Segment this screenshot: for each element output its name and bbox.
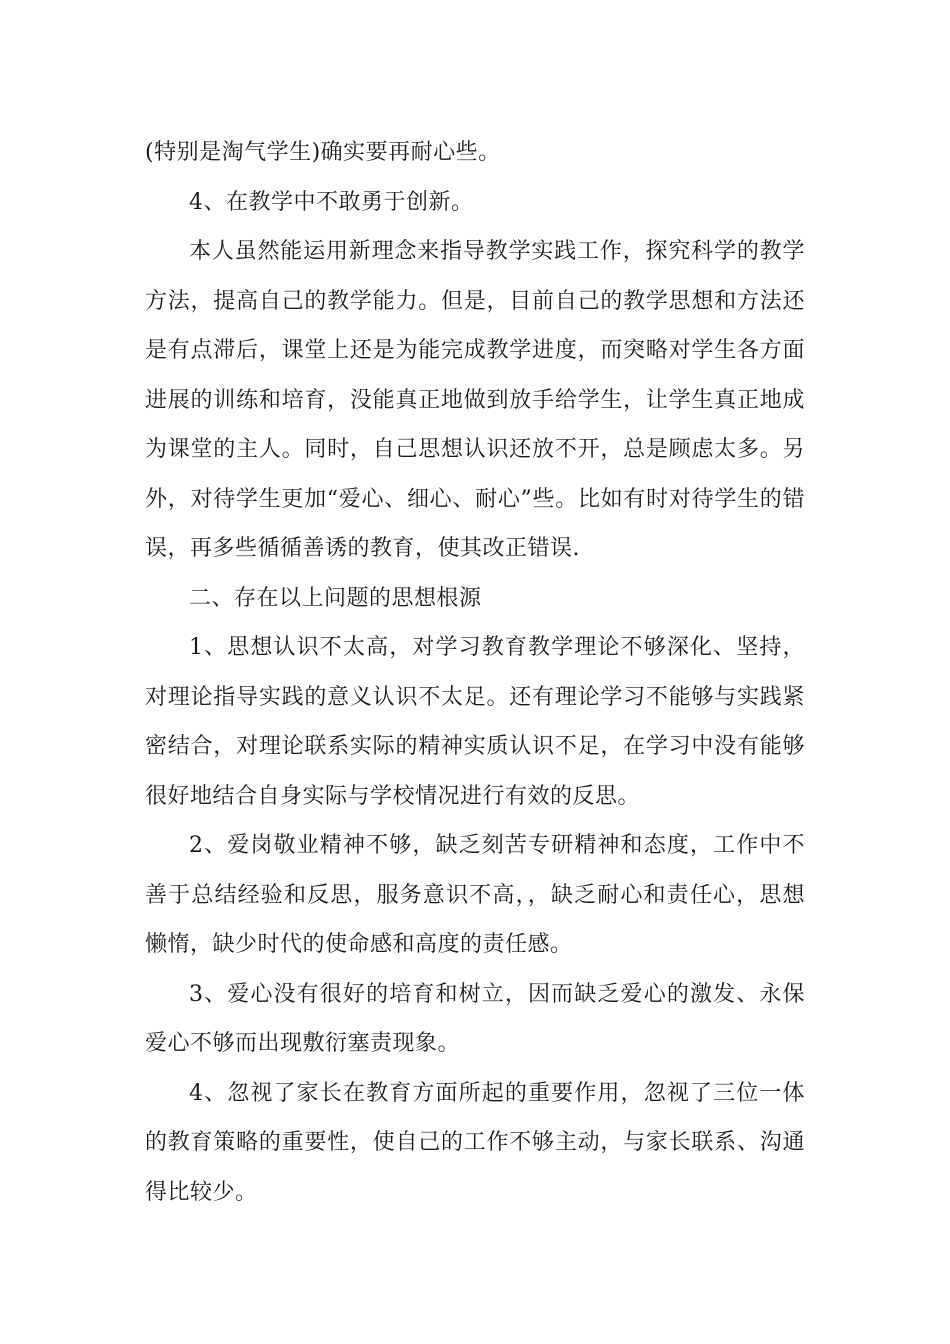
paragraph-cause-3: 3、爱心没有很好的培育和树立，因而缺乏爱心的激发、永保爱心不够而出现敷衍塞责现象。 bbox=[145, 981, 805, 1056]
paragraph-cause-1: 1、思想认识不太高，对学习教育教学理论不够深化、坚持，对理论指导实践的意义认识不太足。还有理论学习不能够与实践紧密结合，对理论联系实际的精神实质认识不足，在学习中没有能够很好地结合自身实际与学校情况进行有效的反思。 bbox=[145, 635, 805, 809]
paragraph-innovation-detail: 本人虽然能运用新理念来指导教学实践工作，探究科学的教学方法，提高自己的教学能力。但是，目前自己的教学思想和方法还是有点滞后，课堂上还是为能完成教学进度，而突略对学生各方面进展的训练和培育，没能真正地做到放手给学生，让学生真正地成为课堂的主人。同时，自己思想认识还放不开，总是顾虑太多。另外，对待学生更加“爱心、细心、耐心”些。比如有时对待学生的错误，再多些循循善诱的教育，使其改正错误. bbox=[145, 239, 805, 561]
paragraph-continuation: (特别是淘气学生)确实要再耐心些。 bbox=[145, 140, 501, 165]
paragraph-item-4-innovation: 4、在教学中不敢勇于创新。 bbox=[189, 189, 474, 215]
paragraph-cause-2: 2、爱岗敬业精神不够，缺乏刻苦专研精神和态度，工作中不善于总结经验和反思，服务意识不高，，缺乏耐心和责任心，思想懒惰，缺少时代的使命感和高度的责任感。 bbox=[145, 833, 805, 957]
paragraph-cause-4: 4、忽视了家长在教育方面所起的重要作用，忽视了三位一体的教育策略的重要性，使自己的工作不够主动，与家长联系、沟通得比较少。 bbox=[145, 1080, 805, 1205]
section-heading-root-causes: 二、存在以上问题的思想根源 bbox=[189, 585, 482, 611]
document-body bbox=[145, 128, 805, 1217]
